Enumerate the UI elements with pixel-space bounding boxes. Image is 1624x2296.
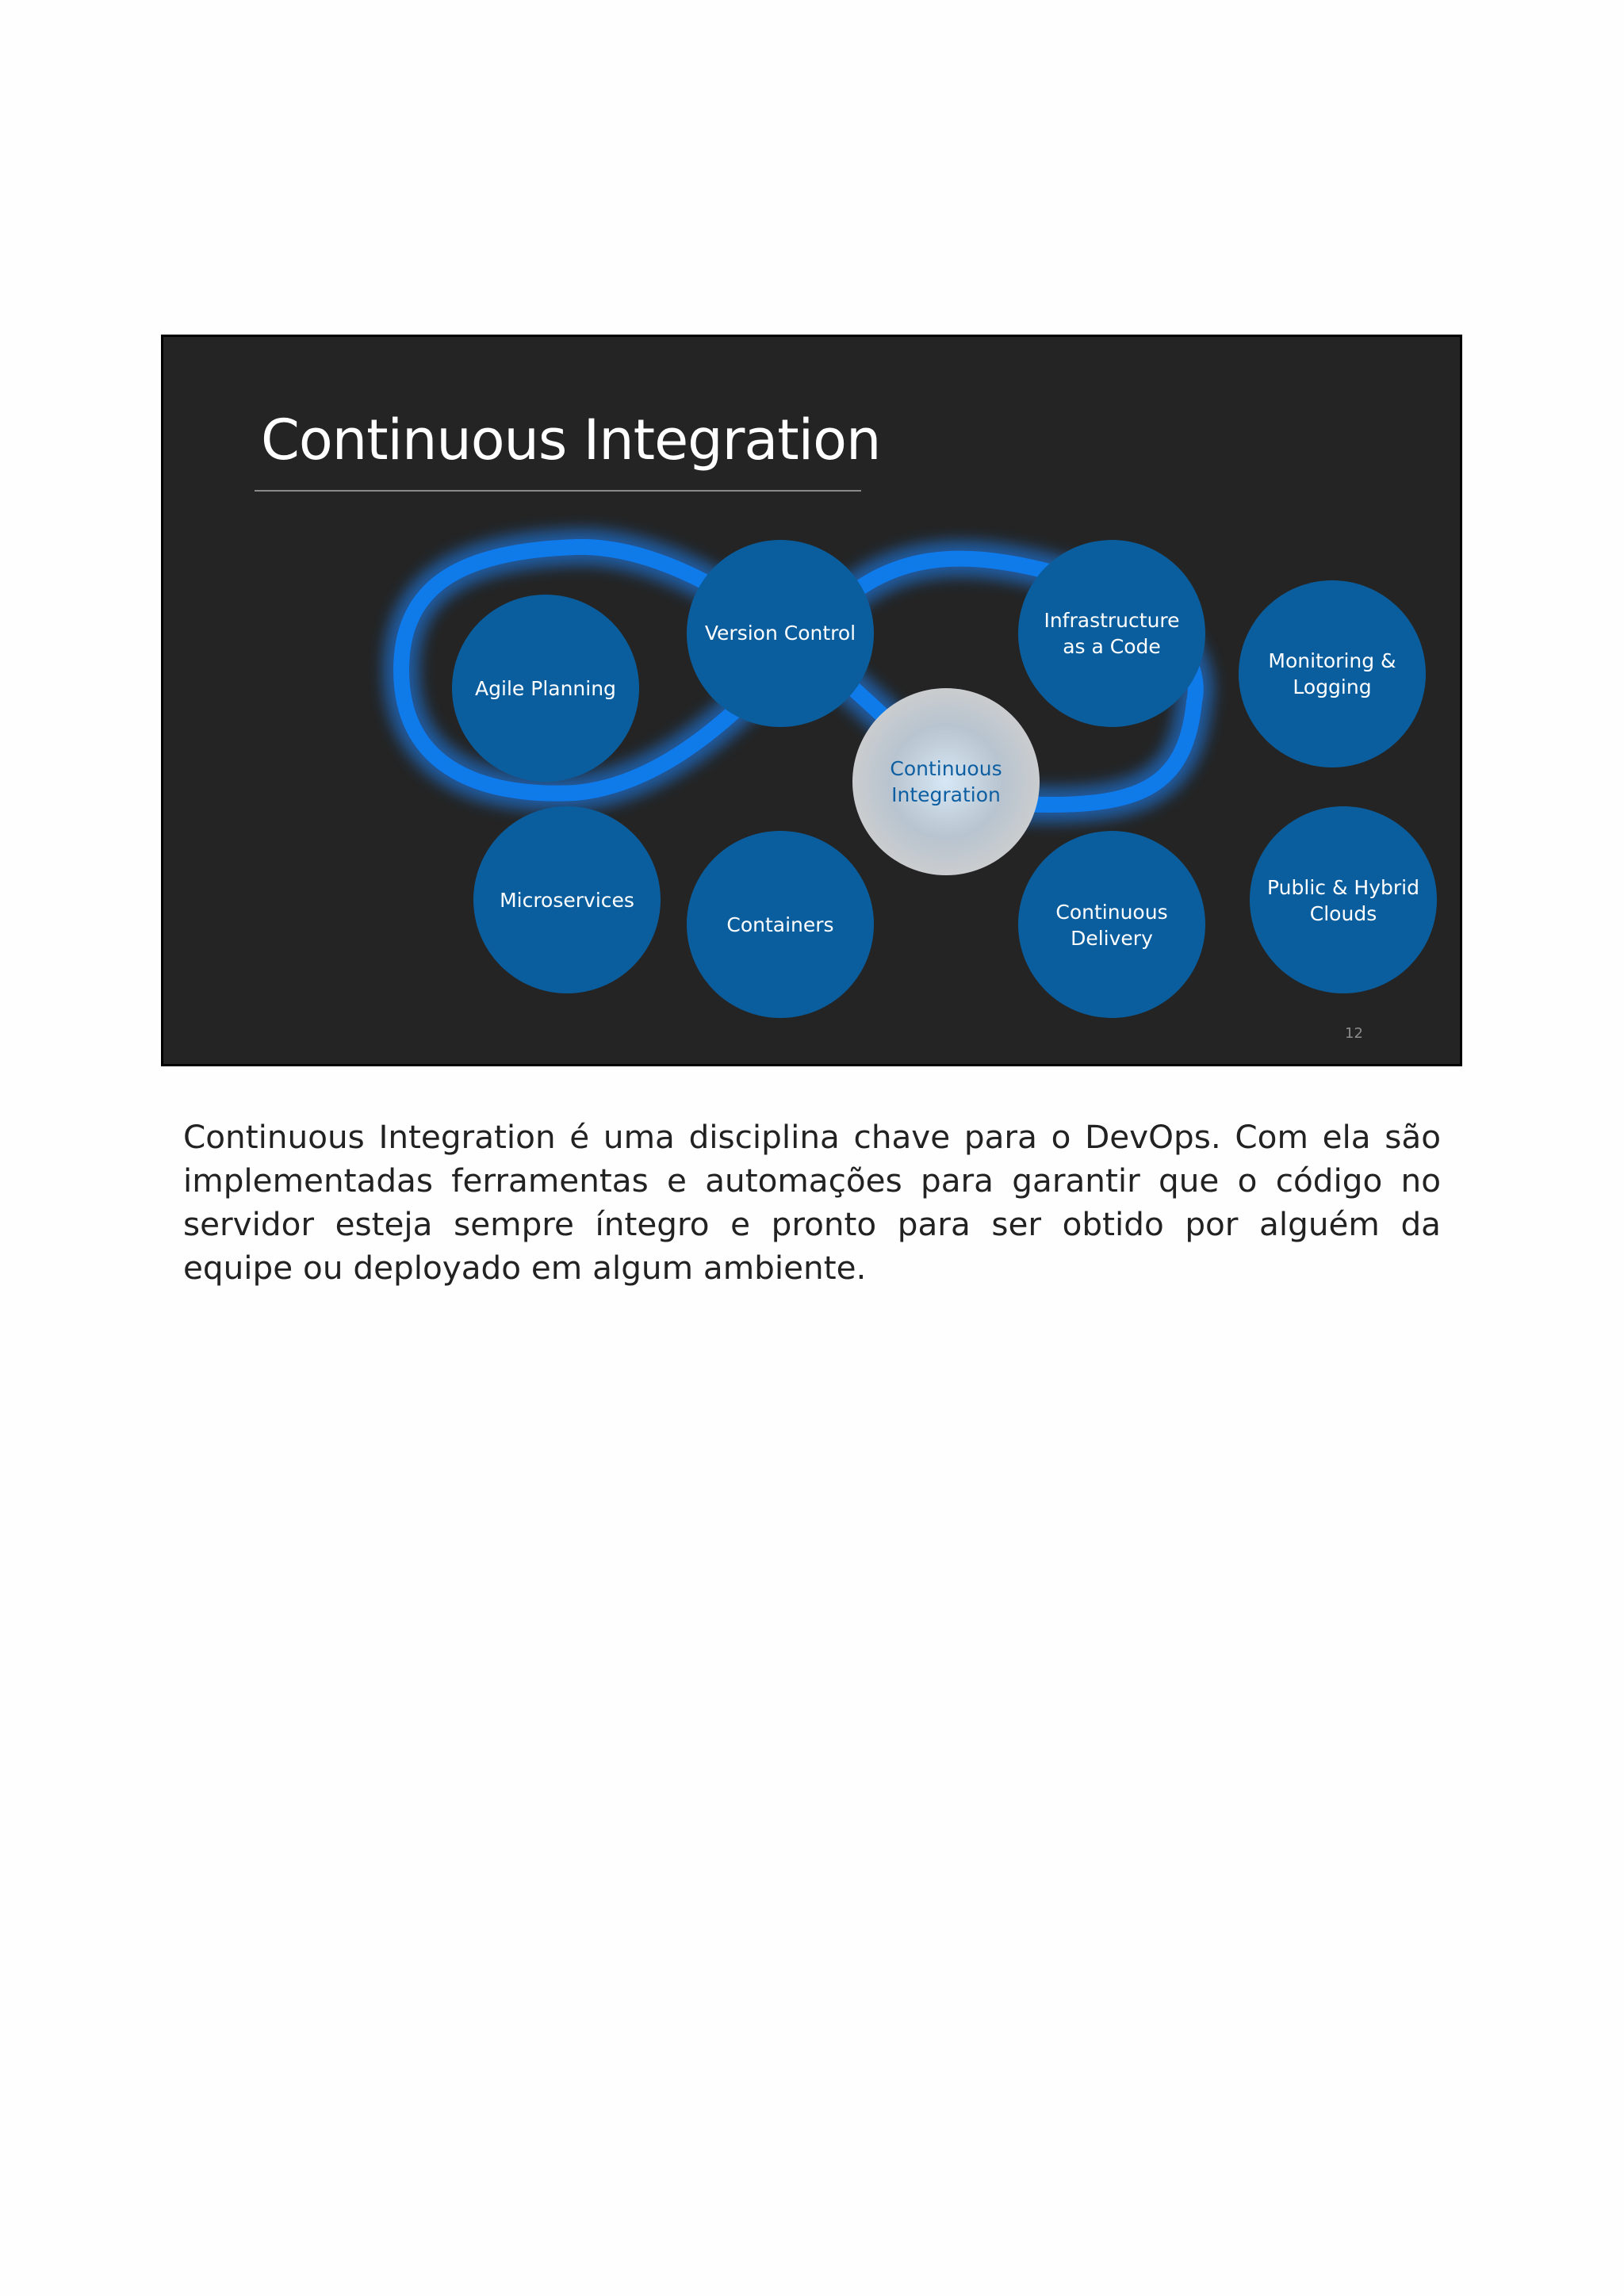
node-label: Microservices bbox=[500, 889, 634, 912]
node-containers bbox=[687, 831, 874, 1018]
devops-infinity-diagram bbox=[163, 337, 1462, 1066]
node-public-hybrid-clouds bbox=[1250, 806, 1437, 993]
center-node-label: Integration bbox=[891, 783, 1001, 806]
node-label: Version Control bbox=[704, 622, 856, 645]
slide-title: Continuous Integration bbox=[261, 408, 881, 473]
node-label: Continuous bbox=[1055, 901, 1168, 924]
node-monitoring-logging bbox=[1239, 580, 1426, 767]
circle-node-icon bbox=[1018, 831, 1205, 1018]
center-node-label: Continuous bbox=[890, 757, 1002, 780]
node-label: Delivery bbox=[1071, 927, 1153, 950]
node-infrastructure-as-code bbox=[1018, 540, 1205, 727]
node-microservices bbox=[473, 806, 661, 993]
node-label: Clouds bbox=[1309, 902, 1377, 925]
circle-node-icon bbox=[1018, 540, 1205, 727]
body-paragraph: Continuous Integration é uma disciplina chave para o DevOps. Com ela são implementadas ferramentas e automações para garantir que o código no servidor esteja sempre íntegro e pronto para ser obtido por alguém da equipe ou deployado em algum ambiente. bbox=[183, 1118, 1441, 1287]
slide-page-number: 12 bbox=[1345, 1025, 1363, 1042]
node-continuous-delivery bbox=[1018, 831, 1205, 1018]
node-label: Logging bbox=[1293, 675, 1372, 698]
node-label: Agile Planning bbox=[475, 677, 616, 700]
circle-node-icon bbox=[1239, 580, 1426, 767]
circle-node-icon bbox=[852, 688, 1040, 875]
node-continuous-integration-center bbox=[852, 688, 1040, 875]
node-version-control bbox=[687, 540, 874, 727]
node-label: Infrastructure bbox=[1044, 609, 1180, 632]
node-label: Containers bbox=[726, 913, 834, 936]
node-label: Public & Hybrid bbox=[1267, 876, 1419, 899]
circle-node-icon bbox=[1250, 806, 1437, 993]
node-agile-planning bbox=[452, 595, 639, 782]
node-label: as a Code bbox=[1063, 635, 1161, 658]
slide-image bbox=[161, 335, 1462, 1066]
node-label: Monitoring & bbox=[1268, 649, 1396, 672]
